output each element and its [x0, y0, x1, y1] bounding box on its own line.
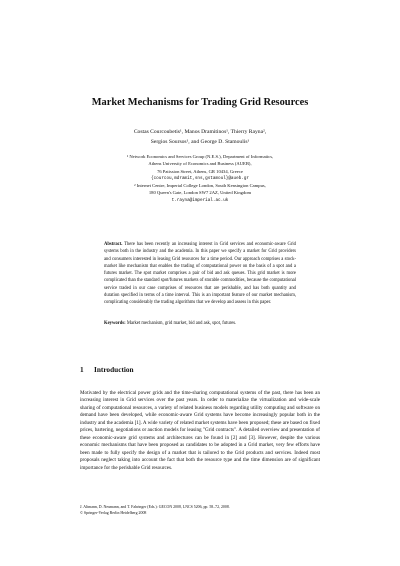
- introduction-paragraph: Motivated by the electrical power grids and the time-sharing computational systems of the past, there has been an increasing interest in Grid services over the past years. In order to materialize the virtualization and wide-scale sharing of computational resources, a variety of related business models regarding utility computing and software on demand have been developed, while economic-aware Grid systems have become increasingly popular both in the industry and the academia [1]. A wide variety of related market systems have been proposed; these are based on fixed prices, bartering, negotiations or auction models for leasing "Grid contracts". A detailed overview and presentation of these economic-aware grid systems and architectures can be found in [2] and [3]. However, despite the various economic mechanisms that have been proposed as candidates to be adopted in a Grid market, very few efforts have been made to fully specify the design of a market that is tailored to the Grid products and services. Indeed most proposals neglect taking into account the fact that both the resource type and the time dimension are of significant importance for the perishable Grid resources.: [80, 390, 320, 471]
- affiliation-2-email: t.rayna@imperial.ac.uk: [171, 197, 229, 203]
- section-heading: [80, 365, 320, 374]
- affiliation-1-line-1: ¹ Network Economics and Services Group (N.E.S.), Department of Informatics,: [126, 154, 274, 159]
- paper-title: Market Mechanisms for Trading Grid Resources: [91, 97, 309, 108]
- abstract-text: There has been recently an increasing interest in Grid services and economic-aware Grid systems both in the industry and the academia. In this paper we specify a market for Grid providers and consumers interested in leasing Grid resources for a time period. Our approach comprises a stock-market like mechanism that enables the trading of computational power on the basis of a spot and a futures market. The spot market comprises a pair of bid and ask queues. This grid market is more complicated than the standard spot/futures markets of storable commodities, because the computational service traded in our case comprises of resources that are perishable, and has both quantity and duration specified in terms of a time interval. This is an important feature of our market mechanism, complicating considerably the trading algorithms that we develop and assess in this paper.: [104, 242, 297, 306]
- affiliation-2-line-1: ² Internet Centre, Imperial College London, South Kensington Campus,: [134, 183, 266, 189]
- keywords-label: Keywords:: [104, 321, 126, 326]
- footnote-citation: J. Altmann, D. Neumann, and T. Fahringer (Eds.): GECON 2008, LNCS 5206, pp. 58–72, 2008.: [80, 505, 230, 509]
- abstract: [104, 241, 296, 307]
- author-list: [86, 127, 314, 147]
- affiliations: [86, 153, 314, 204]
- section-number: 1: [80, 365, 84, 374]
- keywords: [104, 320, 296, 327]
- footnote-copyright: © Springer-Verlag Berlin Heidelberg 2008: [80, 511, 147, 515]
- affiliation-1-email: {courcou,mdramit,sns,gstamoul}@aueb.gr: [151, 175, 249, 181]
- authors-line-2: Sergios Soursos¹, and George D. Stamoulis¹: [150, 139, 250, 145]
- affiliation-1-line-3: 76 Patission Street, Athens, GR 10434, Greece: [157, 168, 243, 174]
- section-title: Introduction: [94, 365, 134, 374]
- footnote: [80, 504, 320, 516]
- abstract-label: Abstract.: [104, 242, 123, 247]
- authors-line-1: Costas Courcoubetis¹, Manos Dramitinos¹, Thierry Rayna²,: [133, 129, 267, 135]
- affiliation-1-line-2: Athens University of Economics and Business (AUEB),: [148, 161, 252, 167]
- affiliation-2-line-2: 180 Queen's Gate, London SW7 2AZ, United Kingdom: [148, 190, 252, 196]
- keywords-text: Market mechanism, grid market, bid and ask, spot, futures.: [126, 321, 237, 326]
